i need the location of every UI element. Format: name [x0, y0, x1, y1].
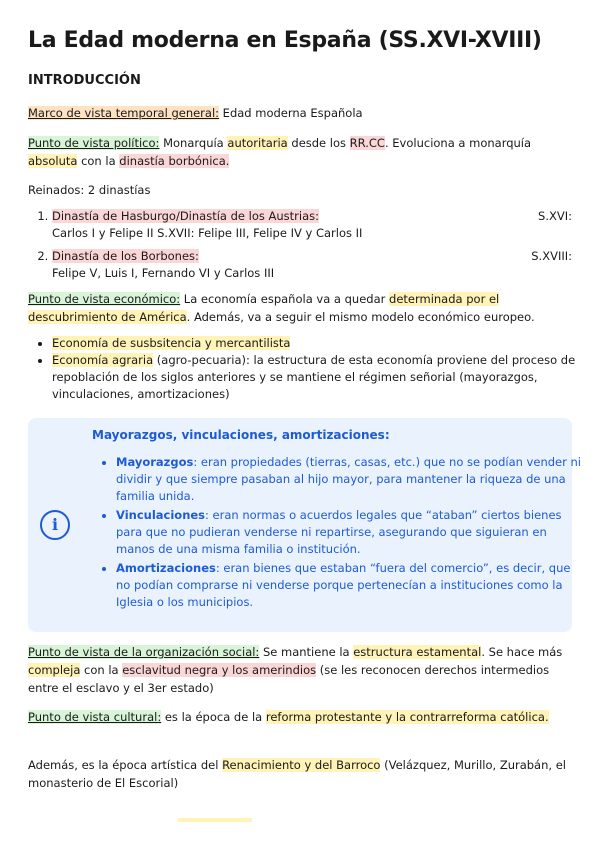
cultural-paragraph [28, 708, 573, 726]
marco-paragraph [28, 104, 573, 122]
social-label: Punto de vista de la organización social: [28, 645, 260, 659]
politico-paragraph [28, 134, 573, 170]
list-item [52, 335, 597, 352]
politico-label: Punto de vista político: [28, 136, 160, 150]
bullet-highlight: Economía de susbsitencia y mercantilista [52, 336, 291, 350]
economico-text: La economía española va a quedar [180, 292, 390, 306]
page-title: La Edad moderna en España (SS.XVI-XVIII) [28, 28, 542, 53]
social-highlight: compleja [28, 663, 81, 677]
dynasty-century: S.XVIII: [531, 249, 572, 263]
politico-text: desde los [287, 136, 350, 150]
info-callout [28, 418, 581, 632]
reinados-text: Reinados: 2 dinastías [28, 183, 151, 197]
dynasty-kings: Felipe V, Luis I, Fernando VI y Carlos III [52, 266, 275, 280]
dynasty-century: S.XVI: [538, 209, 572, 223]
footer-highlight-fragment [178, 818, 252, 822]
artistic-highlight: Renacimiento y del Barroco [222, 758, 381, 772]
artistic-text: Además, es la época artística del [28, 758, 223, 772]
social-highlight: esclavitud negra y los amerindios [122, 663, 317, 677]
politico-text: Monarquía [159, 136, 228, 150]
economico-highlight: determinada por el descubrimiento de América [28, 292, 500, 324]
politico-highlight: RR.CC [349, 136, 385, 150]
dynasty-name: Dinastía de los Borbones: [52, 249, 199, 263]
cultural-highlight: reforma protestante y la contrarreforma católica. [265, 710, 549, 724]
list-item [52, 208, 572, 242]
marco-text: Edad moderna Española [219, 106, 363, 120]
info-icon: i [40, 510, 70, 540]
social-text: (se les reconocen derechos intermedios entre el esclavo y el 3er estado) [28, 663, 550, 695]
social-text: con la [80, 663, 123, 677]
cultural-text: es la época de la [161, 710, 266, 724]
list-item [116, 560, 586, 611]
social-text: . Se hace más [481, 645, 563, 659]
list-item [116, 507, 586, 558]
info-term: Mayorazgos [116, 455, 194, 469]
politico-highlight: dinastía borbónica. [119, 154, 230, 168]
list-item [52, 248, 572, 282]
politico-highlight: absoluta [28, 154, 78, 168]
info-term: Vinculaciones [116, 508, 206, 522]
politico-text: con la [77, 154, 120, 168]
info-list [92, 454, 586, 613]
list-item [52, 352, 597, 403]
artistic-text: (Velázquez, Murillo, Zurabán, el monasterio de El Escorial) [28, 758, 566, 790]
social-text: Se mantiene la [259, 645, 354, 659]
economico-text: . Además, va a seguir el mismo modelo económico europeo. [186, 310, 535, 324]
dynasty-kings: Carlos I y Felipe II S.XVII: Felipe III, Felipe IV y Carlos II [52, 226, 363, 240]
economico-label: Punto de vista económico: [28, 292, 181, 306]
marco-label: Marco de vista temporal general: [28, 106, 220, 120]
dynasty-list [28, 208, 572, 288]
list-item [116, 454, 586, 505]
info-title: Mayorazgos, vinculaciones, amortizaciones: [92, 428, 390, 442]
info-definition: : eran propiedades (tierras, casas, etc.) que no se podían vender ni dividir y que siempre pasaban al hijo mayor, para mantener la riqueza de una familia unida. [116, 455, 581, 503]
economico-paragraph [28, 290, 573, 326]
politico-highlight: autoritaria [227, 136, 288, 150]
info-definition: : eran bienes que estaban “fuera del comercio”, es decir, que no podían comprarse ni venderse porque pertenecían a instituciones como la Iglesia o los municipios. [116, 561, 571, 609]
bullet-text: (agro-pecuaria): la estructura de esta economía proviene del proceso de repoblación de los siglos anteriores y se mantiene el régimen señorial (mayorazgos, vinculaciones, amortizaciones) [52, 353, 576, 401]
social-paragraph [28, 643, 573, 697]
bullet-highlight: Economía agraria [52, 353, 154, 367]
artistic-paragraph [28, 756, 573, 792]
info-term: Amortizaciones [116, 561, 216, 575]
intro-heading: INTRODUCCIÓN [28, 73, 141, 88]
info-definition: : eran normas o acuerdos legales que “ataban” ciertos bienes para que no pudieran venderse ni repartirse, asegurando que siguieran en manos de una misma familia o institución. [116, 508, 562, 556]
social-highlight: estructura estamental [353, 645, 482, 659]
economy-bullets [28, 335, 597, 403]
cultural-label: Punto de vista cultural: [28, 710, 162, 724]
politico-text: . Evoluciona a monarquía [384, 136, 532, 150]
dynasty-name: Dinastía de Hasburgo/Dinastía de los Austrias: [52, 209, 320, 223]
